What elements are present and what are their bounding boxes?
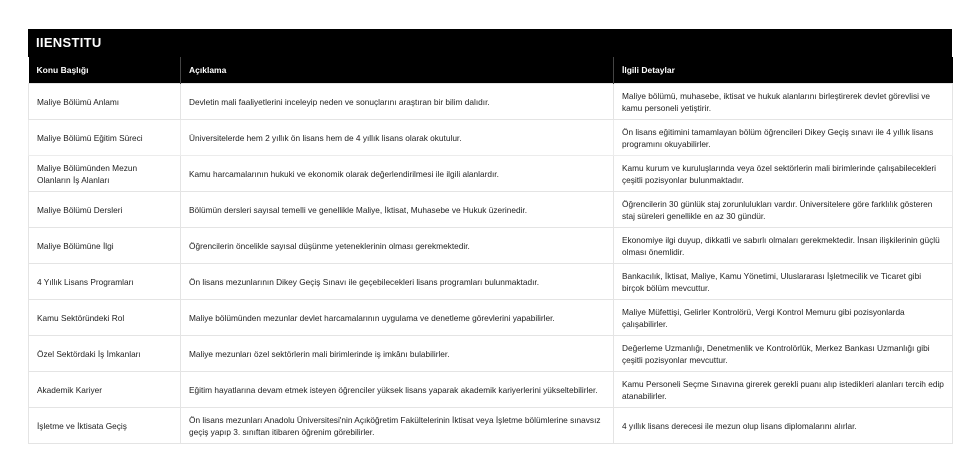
cell-topic: Maliye Bölümünden Mezun Olanların İş Alanları <box>29 156 181 192</box>
cell-description: Ön lisans mezunlarının Dikey Geçiş Sınavı ile geçebilecekleri lisans programları bulunmaktadır. <box>181 264 614 300</box>
table-row <box>29 264 953 300</box>
cell-topic: Maliye Bölümü Eğitim Süreci <box>29 120 181 156</box>
cell-topic: Özel Sektördaki İş İmkanları <box>29 336 181 372</box>
header-details: İlgili Detaylar <box>614 57 953 84</box>
brand-title: IIENSTITU <box>28 29 952 57</box>
content-card <box>28 29 952 444</box>
table-header <box>29 57 953 84</box>
table-row <box>29 228 953 264</box>
info-table <box>28 57 953 444</box>
cell-description: Eğitim hayatlarına devam etmek isteyen öğrenciler yüksek lisans yaparak akademik kariyerlerini yükseltebilirler. <box>181 372 614 408</box>
cell-details: Kamu kurum ve kuruluşlarında veya özel sektörlerin mali birimlerinde çalışabilecekleri çeşitli pozisyonlar bulunmaktadır. <box>614 156 953 192</box>
cell-topic: Maliye Bölümü Anlamı <box>29 84 181 120</box>
table-row <box>29 84 953 120</box>
cell-details: Maliye bölümü, muhasebe, iktisat ve hukuk alanlarını birleştirerek devlet görevlisi ve kamu personeli yetiştirir. <box>614 84 953 120</box>
header-row <box>29 57 953 84</box>
table-row <box>29 192 953 228</box>
cell-details: 4 yıllık lisans derecesi ile mezun olup lisans diplomalarını alırlar. <box>614 408 953 444</box>
table-row <box>29 156 953 192</box>
cell-description: Üniversitelerde hem 2 yıllık ön lisans hem de 4 yıllık lisans olarak okutulur. <box>181 120 614 156</box>
cell-description: Maliye mezunları özel sektörlerin mali birimlerinde iş imkânı bulabilirler. <box>181 336 614 372</box>
table-body <box>29 84 953 444</box>
cell-description: Ön lisans mezunları Anadolu Üniversitesi'nin Açıköğretim Fakültelerinin İktisat veya İşletme bölümlerine sınavsız geçiş yapıp 3. sınıftan itibaren öğrenim görebilirler. <box>181 408 614 444</box>
cell-description: Öğrencilerin öncelikle sayısal düşünme yeteneklerinin olması gerekmektedir. <box>181 228 614 264</box>
cell-details: Öğrencilerin 30 günlük staj zorunlulukları vardır. Üniversitelere göre farklılık gösteren staj süreleri genellikle en az 30 gündür. <box>614 192 953 228</box>
cell-details: Bankacılık, İktisat, Maliye, Kamu Yönetimi, Uluslararası İşletmecilik ve Ticaret gibi birçok bölüm mevcuttur. <box>614 264 953 300</box>
table-row <box>29 372 953 408</box>
cell-description: Maliye bölümünden mezunlar devlet harcamalarının uygulama ve denetleme görevlerini yapabilirler. <box>181 300 614 336</box>
header-description: Açıklama <box>181 57 614 84</box>
cell-description: Devletin mali faaliyetlerini inceleyip neden ve sonuçlarını araştıran bir bilim dalıdır. <box>181 84 614 120</box>
cell-description: Kamu harcamalarının hukuki ve ekonomik olarak değerlendirilmesi ile ilgili alanlardır. <box>181 156 614 192</box>
header-topic: Konu Başlığı <box>29 57 181 84</box>
cell-topic: İşletme ve İktisata Geçiş <box>29 408 181 444</box>
cell-details: Ön lisans eğitimini tamamlayan bölüm öğrencileri Dikey Geçiş sınavı ile 4 yıllık lisans programını okuyabilirler. <box>614 120 953 156</box>
cell-description: Bölümün dersleri sayısal temelli ve genellikle Maliye, İktisat, Muhasebe ve Hukuk üzerinedir. <box>181 192 614 228</box>
cell-details: Kamu Personeli Seçme Sınavına girerek gerekli puanı alıp istedikleri alanları tercih edip atanabilirler. <box>614 372 953 408</box>
cell-topic: Akademik Kariyer <box>29 372 181 408</box>
table-row <box>29 120 953 156</box>
table-row <box>29 408 953 444</box>
cell-details: Değerleme Uzmanlığı, Denetmenlik ve Kontrolörlük, Merkez Bankası Uzmanlığı gibi çeşitli pozisyonlar mevcuttur. <box>614 336 953 372</box>
table-row <box>29 336 953 372</box>
cell-details: Maliye Müfettişi, Gelirler Kontrolörü, Vergi Kontrol Memuru gibi pozisyonlarda çalışabilirler. <box>614 300 953 336</box>
table-row <box>29 300 953 336</box>
cell-topic: Maliye Bölümü Dersleri <box>29 192 181 228</box>
cell-topic: Maliye Bölümüne İlgi <box>29 228 181 264</box>
cell-topic: 4 Yıllık Lisans Programları <box>29 264 181 300</box>
cell-topic: Kamu Sektöründeki Rol <box>29 300 181 336</box>
cell-details: Ekonomiye ilgi duyup, dikkatli ve sabırlı olmaları gerekmektedir. İnsan ilişkilerinin güçlü olması önemlidir. <box>614 228 953 264</box>
